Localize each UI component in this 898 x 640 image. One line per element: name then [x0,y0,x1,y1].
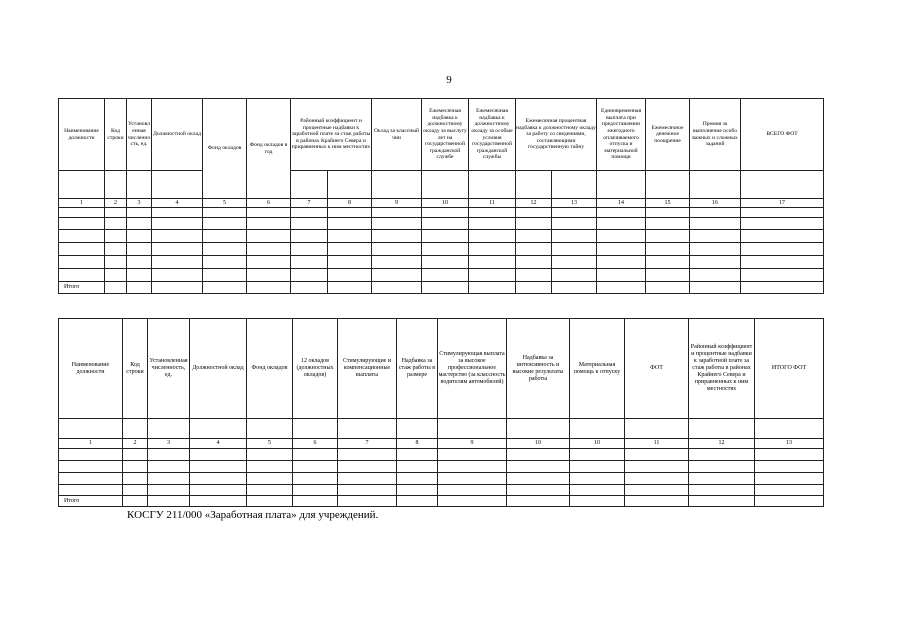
empty-cell [690,269,741,282]
empty-cell [570,485,625,496]
empty-cell [755,419,824,439]
empty-cell [552,282,597,294]
empty-cell [123,485,148,496]
empty-cell [469,208,516,218]
empty-cell [293,485,338,496]
empty-cell [741,243,824,256]
empty-cell [372,208,422,218]
empty-cell [755,461,824,473]
empty-cell [293,461,338,473]
empty-cell [422,218,469,230]
empty-cell [646,171,690,199]
header-driver-class-bonus: Стимулирующая выплата за высокое профессиональное мастерство (за классность водителям автомобилей) [438,319,507,419]
empty-cell [741,282,824,294]
empty-cell [127,218,152,230]
empty-cell [422,256,469,269]
empty-cell [203,269,247,282]
empty-cell [291,282,328,294]
empty-cell [690,218,741,230]
header-payroll: ФОТ [625,319,689,419]
empty-cell [328,171,372,199]
empty-cell [372,269,422,282]
column-number: 2 [105,199,127,208]
empty-cell [148,485,190,496]
empty-cell [328,282,372,294]
empty-cell [516,243,552,256]
table-row [59,269,824,282]
empty-cell [247,208,291,218]
empty-cell [190,473,247,485]
empty-cell [203,256,247,269]
empty-cell [397,485,438,496]
empty-cell [597,208,646,218]
empty-cell [570,449,625,461]
empty-cell [59,419,123,439]
table-row [59,485,824,496]
column-number: 7 [338,439,397,449]
empty-cell [105,171,127,199]
empty-cell [152,256,203,269]
column-number: 7 [291,199,328,208]
header-base-salary: Должностной оклад [190,319,247,419]
empty-cell [328,243,372,256]
empty-cell [59,473,123,485]
header-seniority-bonus: Надбавка за стаж работы в размере [397,319,438,419]
empty-cell [247,243,291,256]
empty-cell [247,256,291,269]
empty-cell [690,171,741,199]
empty-cell [203,230,247,243]
header-position-name: Наименование должности [59,99,105,171]
empty-cell [689,419,755,439]
empty-cell [291,269,328,282]
empty-cell [59,269,105,282]
table-row [59,230,824,243]
header-regional-coefficient: Районный коэффициент и процентные надбавки к заработной плате за стаж работы в районах Крайнего Севера и приравненных к ним местностях [689,319,755,419]
empty-cell [291,218,328,230]
empty-cell [646,230,690,243]
column-number: 11 [469,199,516,208]
empty-cell [148,473,190,485]
empty-cell [247,485,293,496]
empty-cell [552,243,597,256]
empty-cell [148,461,190,473]
empty-cell [291,256,328,269]
total-label: Итого [59,496,123,507]
empty-cell [152,230,203,243]
header-special-tasks-bonus: Премия за выполнение особо важных и сложных заданий [690,99,741,171]
empty-cell [516,218,552,230]
empty-cell [507,449,570,461]
empty-cell [689,485,755,496]
empty-cell [397,461,438,473]
empty-cell [625,473,689,485]
column-number: 1 [59,439,123,449]
column-number: 12 [689,439,755,449]
empty-cell [127,282,152,294]
empty-cell [690,208,741,218]
header-base-salary: Должностной оклад [152,99,203,171]
empty-cell [689,449,755,461]
empty-cell [741,230,824,243]
empty-cell [570,473,625,485]
empty-cell [293,419,338,439]
empty-cell [372,243,422,256]
column-number: 5 [203,199,247,208]
empty-cell [625,419,689,439]
empty-cell [422,243,469,256]
empty-cell [469,243,516,256]
column-number: 10 [507,439,570,449]
column-number: 5 [247,439,293,449]
empty-cell [597,171,646,199]
empty-cell [190,485,247,496]
empty-cell [247,496,293,507]
empty-cell [123,496,148,507]
column-number: 6 [247,199,291,208]
empty-cell [570,419,625,439]
empty-cell [152,218,203,230]
empty-cell [552,218,597,230]
total-label: Итого [59,282,105,294]
empty-cell [152,171,203,199]
empty-cell [597,282,646,294]
empty-cell [755,449,824,461]
table-row [59,473,824,485]
empty-cell [438,473,507,485]
empty-cell [646,256,690,269]
empty-cell [755,485,824,496]
empty-cell [123,449,148,461]
column-number: 11 [625,439,689,449]
header-total-payroll: ВСЕГО ФОТ [741,99,824,171]
empty-cell [328,256,372,269]
empty-cell [552,208,597,218]
empty-cell [123,419,148,439]
empty-cell [397,473,438,485]
empty-cell [291,208,328,218]
header-incentive-compensation: Стимулирующие и компенсационные выплаты [338,319,397,419]
empty-cell [516,269,552,282]
empty-cell [755,496,824,507]
column-number: 10 [570,439,625,449]
table-row [59,208,824,218]
empty-cell [105,208,127,218]
empty-cell [59,256,105,269]
empty-cell [247,461,293,473]
empty-cell [190,496,247,507]
header-intensity-bonus: Надбавка за интенсивность и высокие результаты работы [507,319,570,419]
column-number: 6 [293,439,338,449]
empty-cell [59,208,105,218]
empty-cell [105,282,127,294]
empty-cell [422,208,469,218]
header-salary-fund: Фонд окладов [247,319,293,419]
empty-cell [247,269,291,282]
empty-cell [646,208,690,218]
empty-cell [338,485,397,496]
empty-cell [422,282,469,294]
empty-cell [105,256,127,269]
column-number: 10 [422,199,469,208]
empty-cell [438,419,507,439]
kosgu-caption: КОСГУ 211/000 «Заработная плата» для учреждений. [127,509,379,521]
column-number: 3 [127,199,152,208]
empty-cell [105,230,127,243]
empty-cell [755,473,824,485]
empty-cell [293,449,338,461]
column-number: 14 [597,199,646,208]
empty-cell [516,208,552,218]
empty-cell [507,473,570,485]
table-row [59,461,824,473]
empty-cell [190,461,247,473]
empty-cell [741,171,824,199]
header-special-conditions-bonus: Ежемесячная надбавка к должностному окладу за особые условия государственной гражданской службы [469,99,516,171]
empty-cell [247,218,291,230]
empty-cell [293,496,338,507]
empty-cell [59,171,105,199]
empty-cell [469,218,516,230]
empty-cell [397,496,438,507]
header-class-rank-salary: Оклад за классный чин [372,99,422,171]
empty-cell [690,243,741,256]
column-number: 13 [755,439,824,449]
empty-cell [516,282,552,294]
empty-cell [148,496,190,507]
header-salary-fund-year: Фонд окладов в год [247,99,291,199]
empty-cell [190,449,247,461]
empty-cell [570,461,625,473]
empty-cell [422,269,469,282]
column-number: 4 [190,439,247,449]
empty-cell [552,230,597,243]
column-number: 8 [397,439,438,449]
column-number: 4 [152,199,203,208]
empty-cell [646,282,690,294]
empty-cell [516,171,552,199]
empty-cell [148,449,190,461]
empty-cell [372,256,422,269]
empty-cell [190,419,247,439]
empty-cell [507,485,570,496]
empty-cell [152,269,203,282]
empty-cell [646,243,690,256]
empty-cell [597,269,646,282]
header-vacation-payment: Единовременная выплата при предоставлении ежегодного оплачиваемого отпуска и материальной помощи [597,99,646,171]
header-total-payroll: ИТОГО ФОТ [755,319,824,419]
empty-cell [59,461,123,473]
empty-cell [438,485,507,496]
empty-cell [438,449,507,461]
empty-cell [338,449,397,461]
empty-cell [516,230,552,243]
empty-cell [105,218,127,230]
header-position-name: Наименование должности [59,319,123,419]
empty-cell [741,256,824,269]
empty-cell [690,282,741,294]
table-row [59,449,824,461]
empty-cell [247,282,291,294]
empty-cell [689,461,755,473]
header-monthly-incentive: Ежемесячное денежное поощрение [646,99,690,171]
empty-cell [646,269,690,282]
empty-cell [597,218,646,230]
empty-cell [597,230,646,243]
header-twelve-salaries: 12 окладов (должностных окладов) [293,319,338,419]
empty-cell [397,449,438,461]
empty-cell [597,256,646,269]
empty-cell [328,208,372,218]
empty-cell [372,230,422,243]
column-number: 16 [690,199,741,208]
empty-cell [328,269,372,282]
header-seniority-bonus: Ежемесячная надбавка к должностному окладу за выслугу лет на государственной гражданской службе [422,99,469,171]
empty-cell [338,496,397,507]
header-salary-fund: Фонд окладов [203,99,247,199]
empty-cell [552,256,597,269]
empty-cell [372,171,422,199]
empty-cell [507,496,570,507]
empty-cell [741,269,824,282]
total-row [59,496,824,507]
empty-cell [690,230,741,243]
header-row-code: Код строки [123,319,148,419]
column-number: 8 [328,199,372,208]
payroll-table-1 [58,98,824,294]
header-state-secret-bonus: Ежемесячная процентная надбавка к должностному окладу за работу со сведениями, составляющими государственную тайну [516,99,597,171]
empty-cell [152,282,203,294]
empty-cell [689,496,755,507]
empty-cell [59,230,105,243]
empty-cell [625,485,689,496]
empty-cell [59,449,123,461]
empty-cell [690,256,741,269]
empty-cell [338,461,397,473]
empty-cell [469,230,516,243]
empty-cell [372,218,422,230]
empty-cell [338,473,397,485]
empty-cell [552,171,597,199]
empty-cell [625,449,689,461]
empty-cell [422,230,469,243]
empty-cell [741,218,824,230]
empty-cell [552,269,597,282]
empty-cell [203,208,247,218]
empty-cell [597,243,646,256]
empty-cell [625,461,689,473]
empty-cell [59,485,123,496]
empty-cell [397,419,438,439]
empty-cell [438,461,507,473]
empty-cell [127,243,152,256]
empty-cell [291,243,328,256]
header-headcount: Установленная численность, ед. [127,99,152,171]
empty-cell [203,282,247,294]
column-number: 17 [741,199,824,208]
empty-cell [59,218,105,230]
empty-cell [123,461,148,473]
empty-cell [516,256,552,269]
empty-cell [105,243,127,256]
empty-cell [148,419,190,439]
empty-cell [469,282,516,294]
empty-cell [646,218,690,230]
table-row [59,256,824,269]
table-row [59,218,824,230]
empty-cell [689,473,755,485]
empty-cell [123,473,148,485]
column-number: 15 [646,199,690,208]
empty-cell [59,243,105,256]
empty-cell [469,171,516,199]
empty-cell [203,218,247,230]
empty-cell [293,473,338,485]
empty-cell [127,208,152,218]
empty-cell [438,496,507,507]
table-row [59,243,824,256]
empty-cell [247,419,293,439]
empty-cell [328,230,372,243]
empty-cell [291,171,328,199]
empty-cell [372,282,422,294]
empty-cell [247,449,293,461]
total-row [59,282,824,294]
empty-cell [247,473,293,485]
column-number: 2 [123,439,148,449]
page-number: 9 [446,74,452,86]
empty-cell [469,256,516,269]
empty-cell [152,243,203,256]
empty-cell [328,218,372,230]
empty-cell [507,419,570,439]
empty-cell [105,269,127,282]
header-headcount: Установленная численность, ед. [148,319,190,419]
empty-cell [152,208,203,218]
header-vacation-aid: Материальная помощь к отпуску [570,319,625,419]
header-regional-coefficient: Районный коэффициент и процентные надбавки к заработной плате за стаж работы в районах Крайнего Севера и приравненных к ним местностях [291,99,372,171]
column-number: 1 [59,199,105,208]
empty-cell [127,230,152,243]
column-number: 12 [516,199,552,208]
empty-cell [127,171,152,199]
empty-cell [127,269,152,282]
empty-cell [570,496,625,507]
empty-cell [507,461,570,473]
empty-cell [338,419,397,439]
column-number: 9 [372,199,422,208]
empty-cell [203,243,247,256]
column-number: 9 [438,439,507,449]
empty-cell [741,208,824,218]
empty-cell [247,230,291,243]
empty-cell [422,171,469,199]
empty-cell [469,269,516,282]
column-number: 13 [552,199,597,208]
payroll-table-2 [58,318,824,507]
empty-cell [127,256,152,269]
column-number: 3 [148,439,190,449]
header-row-code: Код строки [105,99,127,171]
empty-cell [625,496,689,507]
empty-cell [291,230,328,243]
